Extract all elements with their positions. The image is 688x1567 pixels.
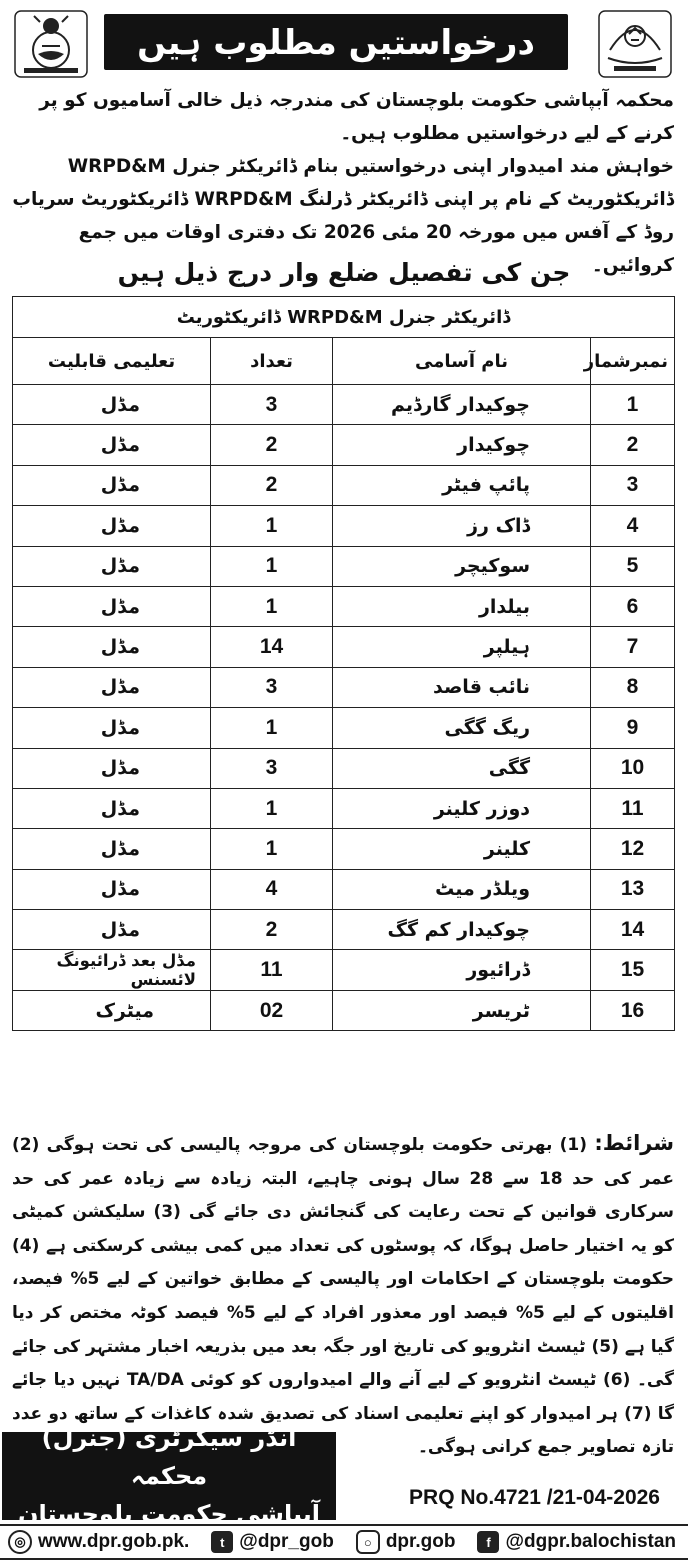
table-row: [13, 385, 675, 425]
table-row: [13, 708, 675, 748]
table-row: [13, 546, 675, 586]
qualification-cell: مڈل: [13, 708, 211, 748]
quantity-cell: 3: [211, 385, 333, 425]
qualification-cell: مڈل: [13, 910, 211, 950]
post-name-cell: ویلڈر میٹ: [333, 869, 591, 909]
qualification-cell: مڈل: [13, 748, 211, 788]
table-row: [13, 869, 675, 909]
facebook-icon: f: [477, 1531, 499, 1553]
serial-number-cell: 10: [591, 748, 675, 788]
facebook-handle: @dgpr.balochistan: [505, 1531, 677, 1552]
footer: [0, 1524, 688, 1560]
qualification-cell: مڈل: [13, 627, 211, 667]
table-row: [13, 950, 675, 990]
qualification-cell: میٹرک: [13, 990, 211, 1030]
instagram-icon: ○: [356, 1530, 380, 1554]
qualification-cell: مڈل: [13, 667, 211, 707]
header-serial-number: نمبرشمار: [591, 338, 675, 385]
table-row: [13, 748, 675, 788]
post-name-cell: ریگ گگی: [333, 708, 591, 748]
footer-instagram[interactable]: [356, 1530, 456, 1554]
signature-line-2: آبپاشی حکومت بلوچستان: [17, 1500, 321, 1528]
header-quantity: تعداد: [211, 338, 333, 385]
directorate-row: [13, 297, 675, 338]
quantity-cell: 3: [211, 748, 333, 788]
balochistan-emblem-icon: [14, 10, 88, 78]
header-post-name: نام آسامی: [333, 338, 591, 385]
post-name-cell: گگی: [333, 748, 591, 788]
table-row: [13, 506, 675, 546]
quantity-cell: 1: [211, 546, 333, 586]
serial-number-cell: 11: [591, 788, 675, 828]
serial-number-cell: 7: [591, 627, 675, 667]
twitter-handle: @dpr_gob: [239, 1531, 334, 1552]
intro-line-2: خواہش مند امیدوار اپنی درخواستیں بنام ڈائریکٹر جنرل WRPD&M ڈائریکٹوریٹ کے نام پر اپنی ڈائریکٹر ڈرلنگ WRPD&M ڈائریکٹوریٹ سریاب روڈ کے آفس میں مورخہ 20 مئی 2026 تک دفتری اوقات میں جمع کروائیں۔: [12, 156, 674, 276]
header: [0, 8, 688, 80]
serial-number-cell: 9: [591, 708, 675, 748]
quantity-cell: 3: [211, 667, 333, 707]
post-name-cell: نائب قاصد: [333, 667, 591, 707]
post-name-cell: پائپ فیٹر: [333, 465, 591, 505]
post-name-cell: چوکیدار کم گگ: [333, 910, 591, 950]
conditions-text: (1) بھرتی حکومت بلوچستان کی مروجہ پالیسی کی تحت ہوگی (2) عمر کی حد 18 سے 28 سال ہونی چاہیے، البتہ زیادہ سے زیادہ عمر کی حد سرکاری قوانین کے تحت رعایت کی گنجائش دی جائے گی (3) سلیکشن کمیٹی کو یہ اختیار حاصل ہوگا، کہ پوسٹوں کی تعداد میں کمی بیشی کرسکتی ہے (4) حکومت بلوچستان کے احکامات اور پالیسی کے مطابق خواتین کے لیے 5% فیصد، اقلیتوں کے لیے 5% فیصد اور معذور افراد کے لیے 5% فیصد کوٹہ مختص کر دیا گیا ہے (5) ٹیسٹ انٹرویو کی تاریخ اور جگہ بعد میں بذریعہ اخبار مشتہر کی جائے گی۔ (6) ٹیسٹ انٹرویو کے لیے آنے والے امیدواروں کو کوئی TA/DA نہیں دیا جائے گا (7) ہر امیدوار کو اپنے تعلیمی اسناد کی تصدیق شدہ کاغذات کے ساتھ دو عدد تازہ تصاویر جمع کرانی ہوگی۔: [12, 1135, 675, 1458]
footer-facebook[interactable]: [477, 1531, 676, 1553]
irrigation-department-logo-icon: [598, 10, 672, 78]
instagram-handle: dpr.gob: [385, 1531, 456, 1552]
serial-number-cell: 2: [591, 425, 675, 465]
post-name-cell: ڈاک رز: [333, 506, 591, 546]
terms-and-conditions: [12, 1127, 674, 1465]
post-name-cell: کلینر: [333, 829, 591, 869]
qualification-cell: مڈل: [13, 506, 211, 546]
serial-number-cell: 3: [591, 465, 675, 505]
website-text: www.dpr.gob.pk.: [38, 1531, 190, 1552]
serial-number-cell: 8: [591, 667, 675, 707]
footer-twitter[interactable]: [211, 1531, 334, 1553]
intro-text: [12, 84, 674, 282]
post-name-cell: سوکیچر: [333, 546, 591, 586]
table-title: جن کی تفصیل ضلع وار درج ذیل ہیں: [117, 258, 571, 287]
serial-number-cell: 15: [591, 950, 675, 990]
quantity-cell: 1: [211, 586, 333, 626]
header-qualification: تعلیمی قابلیت: [13, 338, 211, 385]
quantity-cell: 2: [211, 425, 333, 465]
qualification-cell: مڈل: [13, 788, 211, 828]
quantity-cell: 1: [211, 708, 333, 748]
post-name-cell: ہیلپر: [333, 627, 591, 667]
table-header-row: [13, 338, 675, 385]
quantity-cell: 2: [211, 910, 333, 950]
qualification-cell: مڈل: [13, 869, 211, 909]
post-name-cell: ٹریسر: [333, 990, 591, 1030]
post-name-cell: چوکیدار گارڈیم: [333, 385, 591, 425]
quantity-cell: 4: [211, 869, 333, 909]
quantity-cell: 02: [211, 990, 333, 1030]
quantity-cell: 2: [211, 465, 333, 505]
globe-icon: ◎: [8, 1530, 32, 1554]
serial-number-cell: 12: [591, 829, 675, 869]
table-body: [13, 385, 675, 1031]
table-row: [13, 627, 675, 667]
qualification-cell: مڈل: [13, 829, 211, 869]
quantity-cell: 1: [211, 829, 333, 869]
qualification-cell: مڈل بعد ڈرائیونگ لائسنس: [13, 950, 211, 990]
vacancies-table: [12, 296, 674, 1031]
quantity-cell: 14: [211, 627, 333, 667]
post-name-cell: چوکیدار: [333, 425, 591, 465]
twitter-icon: t: [211, 1531, 233, 1553]
post-name-cell: ڈرائیور: [333, 950, 591, 990]
intro-line-1: محکمہ آبپاشی حکومت بلوچستان کی مندرجہ ذیل خالی آسامیوں کو پر کرنے کے لیے درخواستیں مطلوب ہیں۔: [39, 90, 674, 144]
quantity-cell: 1: [211, 506, 333, 546]
quantity-cell: 1: [211, 788, 333, 828]
serial-number-cell: 16: [591, 990, 675, 1030]
signature-block: [2, 1424, 336, 1528]
page-title: درخواستیں مطلوب ہیں: [104, 14, 568, 70]
serial-number-cell: 14: [591, 910, 675, 950]
table-row: [13, 425, 675, 465]
serial-number-cell: 6: [591, 586, 675, 626]
serial-number-cell: 5: [591, 546, 675, 586]
qualification-cell: مڈل: [13, 425, 211, 465]
serial-number-cell: 4: [591, 506, 675, 546]
prq-number: PRQ No.4721 /21-04-2026: [409, 1486, 660, 1509]
footer-website[interactable]: [8, 1530, 189, 1554]
table-row: [13, 910, 675, 950]
quantity-cell: 11: [211, 950, 333, 990]
post-name-cell: بیلدار: [333, 586, 591, 626]
table-row: [13, 990, 675, 1030]
table-row: [13, 586, 675, 626]
table-row: [13, 465, 675, 505]
serial-number-cell: 1: [591, 385, 675, 425]
table-row: [13, 788, 675, 828]
qualification-cell: مڈل: [13, 385, 211, 425]
table-row: [13, 829, 675, 869]
signature-line-1: انڈر سیکرٹری (جنرل) محکمہ: [41, 1424, 297, 1490]
table-row: [13, 667, 675, 707]
directorate-name: ڈائریکٹر جنرل WRPD&M ڈائریکٹوریٹ: [13, 297, 675, 338]
qualification-cell: مڈل: [13, 586, 211, 626]
qualification-cell: مڈل: [13, 546, 211, 586]
qualification-cell: مڈل: [13, 465, 211, 505]
serial-number-cell: 13: [591, 869, 675, 909]
conditions-label: شرائط:: [594, 1131, 674, 1155]
post-name-cell: دوزر کلینر: [333, 788, 591, 828]
